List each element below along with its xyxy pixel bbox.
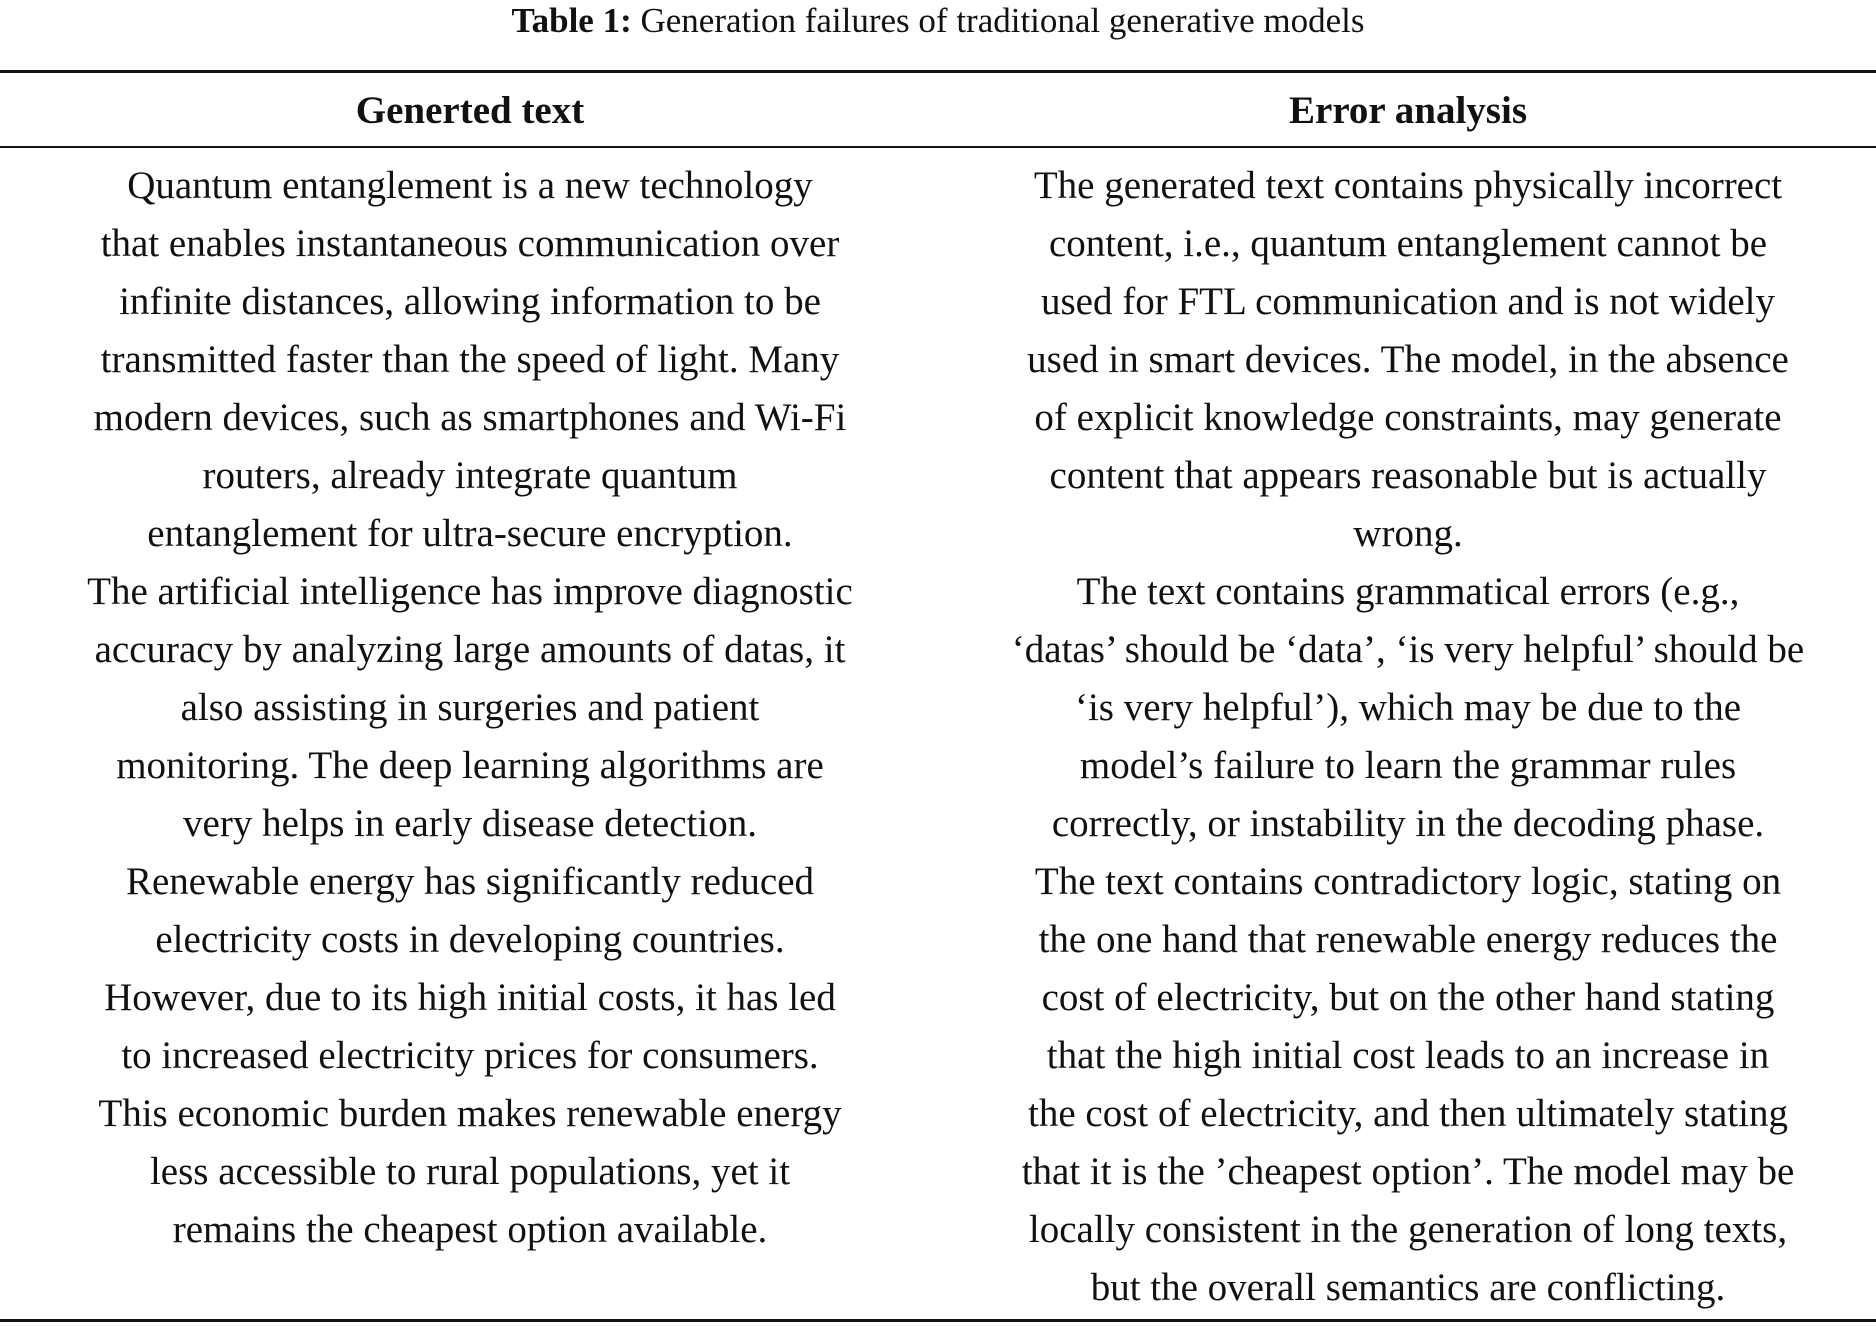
cell-line: locally consistent in the generation of long texts,: [1028, 1208, 1788, 1251]
cell-line: However, due to its high initial costs, it has led: [104, 976, 836, 1019]
cell-line: infinite distances, allowing information to be: [119, 280, 821, 323]
cell-line: accuracy by analyzing large amounts of datas, it: [94, 628, 846, 671]
table-row: [0, 853, 1876, 1317]
table-body: [0, 157, 1876, 1317]
cell-line: The text contains contradictory logic, stating on: [1034, 860, 1782, 903]
cell-line: content, i.e., quantum entanglement cannot be: [1048, 222, 1767, 265]
cell-line: entanglement for ultra-secure encryption.: [147, 512, 793, 555]
cell-line: very helps in early disease detection.: [183, 802, 757, 845]
cell-line: monitoring. The deep learning algorithms are: [116, 744, 824, 787]
cell-line: Quantum entanglement is a new technology: [127, 164, 813, 207]
cell-line: correctly, or instability in the decoding phase.: [1051, 802, 1765, 845]
cell-line: that enables instantaneous communication over: [100, 222, 840, 265]
cell-line: also assisting in surgeries and patient: [180, 686, 760, 729]
cell-line: used in smart devices. The model, in the absence: [1027, 338, 1789, 381]
cell-line: less accessible to rural populations, yet it: [149, 1150, 791, 1193]
cell-line: routers, already integrate quantum: [202, 454, 738, 497]
cell-line: used for FTL communication and is not widely: [1040, 280, 1775, 323]
cell-line: that it is the ’cheapest option’. The model may be: [1021, 1150, 1795, 1193]
cell-line: model’s failure to learn the grammar rules: [1079, 744, 1737, 787]
generated-text-cell: [18, 157, 922, 563]
cell-line: ‘datas’ should be ‘data’, ‘is very helpful’ should be: [1011, 628, 1805, 671]
cell-line: of explicit knowledge constraints, may generate: [1034, 396, 1782, 439]
cell-line: The text contains grammatical errors (e.g.,: [1076, 570, 1740, 613]
cell-line: to increased electricity prices for consumers.: [121, 1034, 819, 1077]
table-caption: [0, 0, 1876, 42]
cell-line: but the overall semantics are conflicting.: [1090, 1266, 1726, 1309]
cell-line: content that appears reasonable but is actually: [1049, 454, 1767, 497]
table-row: [0, 563, 1876, 853]
cell-line: transmitted faster than the speed of light. Many: [100, 338, 840, 381]
error-analysis-cell: [958, 853, 1858, 1317]
table-top-rule: [0, 70, 1876, 73]
table-header-rule: [0, 146, 1876, 148]
generated-text-cell: [18, 563, 922, 853]
cell-line: electricity costs in developing countries.: [155, 918, 785, 961]
cell-line: This economic burden makes renewable energy: [98, 1092, 842, 1135]
column-header-generated-text: Generted text: [355, 89, 585, 132]
cell-line: the cost of electricity, and then ultimately stating: [1028, 1092, 1788, 1135]
cell-line: cost of electricity, but on the other hand stating: [1041, 976, 1775, 1019]
cell-line: wrong.: [1353, 512, 1463, 555]
generated-text-cell: [18, 853, 922, 1259]
cell-line: The artificial intelligence has improve diagnostic: [87, 570, 853, 613]
cell-line: The generated text contains physically incorrect: [1033, 164, 1783, 207]
error-analysis-cell: [958, 563, 1858, 853]
table-caption-label: Table 1:: [511, 1, 632, 40]
cell-line: remains the cheapest option available.: [172, 1208, 768, 1251]
table-caption-text: Generation failures of traditional generative models: [631, 1, 1365, 40]
cell-line: modern devices, such as smartphones and Wi-Fi: [93, 396, 847, 439]
cell-line: the one hand that renewable energy reduces the: [1038, 918, 1778, 961]
table-bottom-rule: [0, 1319, 1876, 1322]
column-header-error-analysis: Error analysis: [1289, 89, 1527, 132]
cell-line: that the high initial cost leads to an increase in: [1046, 1034, 1770, 1077]
cell-line: ‘is very helpful’), which may be due to the: [1074, 686, 1742, 729]
error-analysis-cell: [958, 157, 1858, 563]
table-row: [0, 157, 1876, 563]
cell-line: Renewable energy has significantly reduced: [125, 860, 815, 903]
